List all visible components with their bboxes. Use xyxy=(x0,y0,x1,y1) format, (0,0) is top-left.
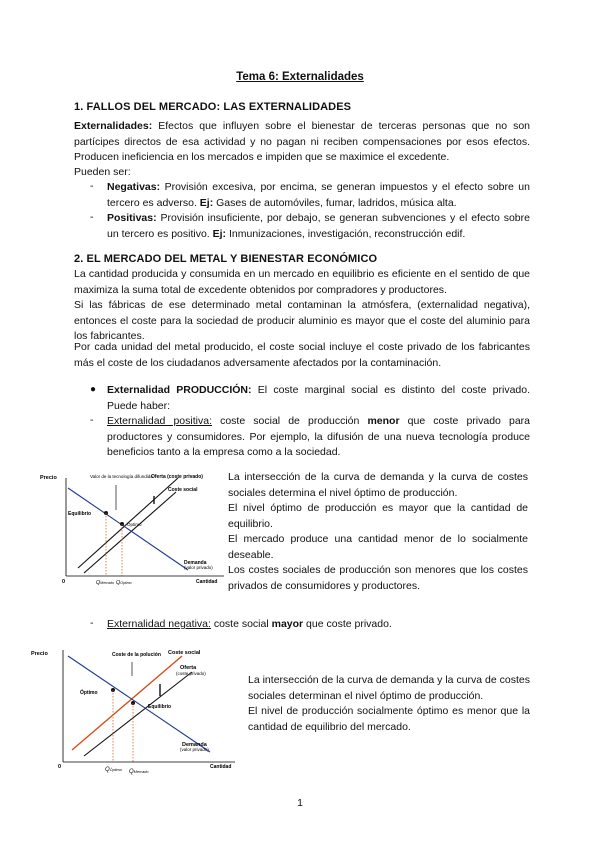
side1-line: La intersección de la curva de demanda y la curva de costes sociales determina el nivel óptimo de producción. xyxy=(228,471,528,499)
externalidades-definition xyxy=(74,119,530,166)
oferta-label: Oferta (coste privado) xyxy=(151,474,203,480)
def-term: Externalidades: xyxy=(74,120,153,132)
neg-term: Negativas: xyxy=(107,181,161,193)
pos-ej: Ej: xyxy=(212,227,227,240)
valor-tec-label: Valor de la tecnología difundida xyxy=(90,474,153,479)
side2-line: El nivel de producción socialmente óptimo es menor que la cantidad de equilibrio del mercado. xyxy=(248,705,530,733)
q-optimo-label: QÓptimo xyxy=(116,580,132,586)
graph-positive-externality xyxy=(38,470,228,590)
graph2-explanation xyxy=(248,673,530,735)
q-mercado-label: QMercado xyxy=(96,580,114,586)
graph1-explanation xyxy=(228,470,528,594)
prod-text: El coste marginal social es distinto del coste privado. Puede haber: xyxy=(107,384,531,412)
side1-line: El nivel óptimo de producción es mayor que la cantidad de equilibrio. xyxy=(228,502,528,530)
precio-label: Precio xyxy=(31,651,48,657)
neg-ej-text: Gases de automóviles, fumar, ladridos, música alta. xyxy=(213,196,457,209)
dash-marker: - xyxy=(90,211,94,223)
neg-text: Provisión excesiva, por encima, se generan impuestos y el efecto sobre un tercero es adverso. xyxy=(107,181,530,209)
coste-social-label: Coste social xyxy=(168,650,201,656)
paragraph-3: Por cada unidad del metal producido, el coste social incluye el coste privado de los fabricantes más el coste de los ciudadanos adversamente afectados por la contaminación. xyxy=(74,341,530,369)
demanda-line xyxy=(68,488,188,570)
cantidad-label: Cantidad xyxy=(210,764,232,770)
list-item-positivas xyxy=(107,211,530,242)
prod-term: Externalidad PRODUCCIÓN: xyxy=(107,384,252,396)
coste-social-line xyxy=(84,492,176,573)
list-item-negativas xyxy=(107,180,530,211)
optimo-label: Óptimo xyxy=(80,690,98,696)
def-text: Efectos que influyen sobre el bienestar de terceras personas que no son partícipes directos de esa actividad y no pagan ni reciben compensaciones por esos efectos. Producen ineficiencia en los mercados e impiden que se maximice el excedente. xyxy=(74,120,530,163)
bullet-marker: ● xyxy=(90,384,97,395)
coste-social-label: Coste social xyxy=(168,487,198,493)
demanda-label: Demanda xyxy=(182,742,207,748)
dash-marker: - xyxy=(90,617,94,629)
externalidad-produccion xyxy=(107,383,530,414)
oferta-label: Oferta xyxy=(180,665,197,671)
page-title: Tema 6: Externalidades xyxy=(236,71,364,83)
page-number: 1 xyxy=(297,797,303,809)
precio-label: Precio xyxy=(40,475,57,481)
externalidad-negativa-item xyxy=(107,617,530,633)
ext-pos-c: que coste privado para productores y consumidores. Por ejemplo, la difusión de una nueva tecnología produce beneficios tanto a la empresa como a la sociedad. xyxy=(107,415,530,458)
coste-polucion-label: Coste de la polución xyxy=(112,652,161,658)
q-optimo-label: QÓptimo xyxy=(105,767,122,773)
origin-label: 0 xyxy=(62,579,66,585)
externalidad-positiva-item xyxy=(107,414,530,461)
graph-negative-externality xyxy=(30,642,240,777)
demanda-sub-label: (valor privado) xyxy=(180,747,209,752)
pueden-ser: Pueden ser: xyxy=(74,166,131,178)
pos-ej-text: Inmunizaciones, investigación, reconstrucción edif. xyxy=(226,227,466,240)
section1-heading: 1. FALLOS DEL MERCADO: LAS EXTERNALIDADES xyxy=(74,101,352,113)
dash-marker: - xyxy=(90,414,94,426)
equilibrio-label: Equilibrio xyxy=(68,511,92,517)
neg-ej: Ej: xyxy=(199,196,214,209)
pos-term: Positivas: xyxy=(107,212,157,224)
ext-pos-b: menor xyxy=(367,415,400,427)
section2-heading: 2. EL MERCADO DEL METAL Y BIENESTAR ECONÓMICO xyxy=(74,253,378,265)
dash-marker: - xyxy=(90,180,94,192)
oferta-sub-label: (coste privado) xyxy=(176,671,206,676)
demanda-sub-label: (valor privado) xyxy=(184,565,213,570)
optimo-label: Óptimo xyxy=(127,522,142,527)
side1-line: Los costes sociales de producción son menores que los costes privados de consumidores y productores. xyxy=(228,564,528,592)
ext-neg-b: mayor xyxy=(271,618,304,630)
side2-line: La intersección de la curva de demanda y la curva de costes sociales determinan el nivel óptimo de producción. xyxy=(248,674,530,702)
q-mercado-label: QMercado xyxy=(129,769,149,775)
ext-pos-a: coste social de producción xyxy=(211,415,368,427)
equilibrio-label: Equilibrio xyxy=(148,704,172,710)
ext-neg-c: que coste privado. xyxy=(303,618,392,630)
pos-text: Provisión insuficiente, por debajo, se generan subvenciones y el efecto sobre un tercero es positivo. xyxy=(107,212,530,240)
cantidad-label: Cantidad xyxy=(196,579,218,585)
ext-neg-a: coste social xyxy=(210,618,272,630)
paragraph-1: La cantidad producida y consumida en un mercado en equilibrio es eficiente en el sentido de que maximiza la suma total de excedente obtenidos por compradores y productores. xyxy=(74,268,530,296)
ext-pos-label: Externalidad positiva: xyxy=(107,415,212,427)
paragraph-2: Si las fábricas de ese determinado metal contaminan la atmósfera, (externalidad negativa), entonces el coste para la sociedad de producir aluminio es mayor que el coste del aluminio para los fabricantes. xyxy=(74,299,530,342)
oferta-line xyxy=(84,672,192,756)
side1-line: El mercado produce una cantidad menor de lo socialmente deseable. xyxy=(228,533,528,561)
origin-label: 0 xyxy=(58,764,62,770)
demanda-label: Demanda xyxy=(184,560,207,566)
ext-neg-label: Externalidad negativa: xyxy=(107,618,211,630)
